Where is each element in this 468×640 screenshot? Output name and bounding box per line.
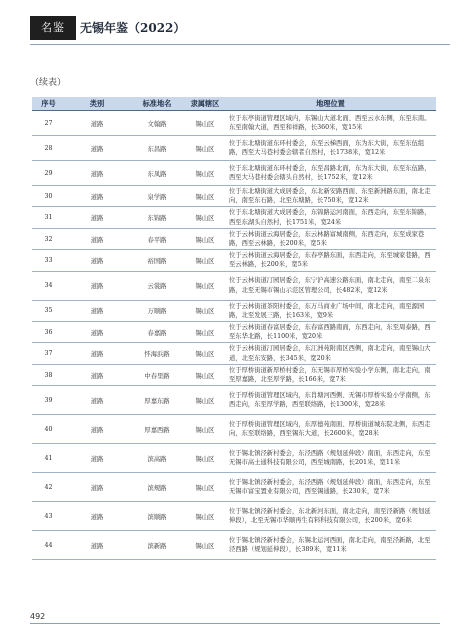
row-location: 位于锡北镇泾新村委会，东泾西路（规划延伸段）南面，东西走向，东至无锡市富宝置业有限公司，西至锡通路，长230米，宽7米	[225, 473, 436, 502]
row-district: 锡山区	[185, 364, 225, 385]
table-row	[32, 207, 436, 228]
row-number: 33	[32, 250, 65, 271]
table-row	[32, 343, 436, 364]
row-number: 38	[32, 364, 65, 385]
row-number: 31	[32, 207, 65, 228]
row-standard-name: 滨高路	[129, 444, 185, 473]
table-row	[32, 250, 436, 271]
row-category: 道路	[65, 386, 129, 415]
page-number: 492	[30, 612, 46, 621]
row-category: 道路	[65, 228, 129, 249]
row-location: 位于厚桥街道新厚桥村委会，东无锡市厚桥实验小学东侧，南北走向，南至厚嘉路，北至厚学路，长166米，宽7米	[225, 364, 436, 385]
row-district: 锡山区	[185, 386, 225, 415]
row-category: 道路	[65, 271, 129, 300]
table-row	[32, 364, 436, 385]
row-standard-name: 文翰路	[129, 111, 185, 136]
table-row	[32, 161, 436, 186]
row-category: 道路	[65, 343, 129, 364]
row-number: 35	[32, 300, 65, 321]
row-category: 道路	[65, 415, 129, 444]
row-category: 道路	[65, 300, 129, 321]
row-district: 锡山区	[185, 207, 225, 228]
table-row	[32, 415, 436, 444]
row-standard-name: 东凤路	[129, 161, 185, 186]
row-category: 道路	[65, 250, 129, 271]
row-standard-name: 春嘉路	[129, 322, 185, 343]
row-number: 37	[32, 343, 65, 364]
column-header-district: 隶属辖区	[185, 97, 225, 111]
header-divider	[30, 44, 450, 45]
place-names-table	[32, 97, 436, 560]
row-district: 锡山区	[185, 136, 225, 161]
row-category: 道路	[65, 364, 129, 385]
row-district: 锡山区	[185, 250, 225, 271]
continued-note: （续表）	[30, 78, 67, 88]
row-location: 位于东北塘街道东环村委会，东至云梯西面，东为东大街，东至东伍组路，西至大马巷村委会辖者自然村，长1738米，宽12米	[225, 136, 436, 161]
row-category: 道路	[65, 111, 129, 136]
row-district: 锡山区	[185, 300, 225, 321]
row-standard-name: 东昌路	[129, 136, 185, 161]
row-location: 位于厚桥街道管理区域内，东肖塘河西侧、无锡市厚桥实验小学南侧，东西走向，东至厚学路，西至联络路，长1300米，宽28米	[225, 386, 436, 415]
row-location: 位于东北塘街道大成居委会，东锦路运河南面，东西走向，东至东锦路，西至东湖头自然村，长1751米，宽24米	[225, 207, 436, 228]
table-row	[32, 473, 436, 502]
row-location: 位于云林街道汀园居委会，东宁沪高速公路东面，南北走向，南至二泉东路，北至无锡市锡山示范区管理公司，长482米，宽12米	[225, 271, 436, 300]
table-row	[32, 322, 436, 343]
row-district: 锡山区	[185, 228, 225, 249]
row-category: 道路	[65, 136, 129, 161]
table-row	[32, 531, 436, 560]
row-district: 锡山区	[185, 322, 225, 343]
row-standard-name: 滨顺路	[129, 502, 185, 531]
row-number: 32	[32, 228, 65, 249]
row-category: 道路	[65, 161, 129, 186]
row-district: 锡山区	[185, 111, 225, 136]
table-row	[32, 300, 436, 321]
row-number: 34	[32, 271, 65, 300]
row-district: 锡山区	[185, 444, 225, 473]
table-row	[32, 186, 436, 207]
row-location: 位于云林街道茶阳村委会，东万马商业广场中间，南北走向，南至源园路，北至发展三路，长163米，宽9米	[225, 300, 436, 321]
row-category: 道路	[65, 207, 129, 228]
book-title: 无锡年鉴（2022）	[80, 21, 186, 35]
row-location: 位于锡北镇泾新村委会，东泾西路（规划延伸段）南面，东西走向，东至无锡市高士通科技有限公司，西至城南路，长201米，宽11米	[225, 444, 436, 473]
row-location: 位于东北塘街道大成居委会，东北新安路西面、东至新洲路东面，南北走向，南至东石路，北至东塘路，长750米，宽12米	[225, 186, 436, 207]
table-row	[32, 502, 436, 531]
row-standard-name: 厚嘉西路	[129, 415, 185, 444]
row-district: 锡山区	[185, 473, 225, 502]
column-header-category: 类别	[65, 97, 129, 111]
row-location: 位于厚桥街道管理区域内，东厚德苑南面、厚桥街道城东院北侧，东西走向，东至联络路，西至锡东大道，长2600米，宽28米	[225, 415, 436, 444]
row-number: 41	[32, 444, 65, 473]
row-location: 位于锡北镇泾新村委会，东锡北运河西面，南北走向，南至泾新路，北至泾西路（规划延伸段），长389米，宽11米	[225, 531, 436, 560]
row-number: 28	[32, 136, 65, 161]
row-standard-name: 东锦路	[129, 207, 185, 228]
row-number: 39	[32, 386, 65, 415]
row-standard-name: 春平路	[129, 228, 185, 249]
row-number: 44	[32, 531, 65, 560]
row-district: 锡山区	[185, 531, 225, 560]
row-number: 36	[32, 322, 65, 343]
row-district: 锡山区	[185, 502, 225, 531]
table-row	[32, 444, 436, 473]
yearbook-logo: 名鉴	[30, 16, 76, 40]
row-district: 锡山区	[185, 271, 225, 300]
row-district: 锡山区	[185, 415, 225, 444]
row-location: 位于云林街道春富居委会，东春富西路南面，东西走向，东至周泰路，西至东华北路，长1100米，宽20米	[225, 322, 436, 343]
row-number: 43	[32, 502, 65, 531]
row-category: 道路	[65, 322, 129, 343]
row-location: 位于东北塘街道东环村委会，东至昌路北面，东为东大街，东至东伍路，西至大马巷村委会辖头自然村，长1752米，宽12米	[225, 161, 436, 186]
row-district: 锡山区	[185, 343, 225, 364]
row-standard-name: 怀海浜路	[129, 343, 185, 364]
table-row	[32, 386, 436, 415]
row-standard-name: 中春里路	[129, 364, 185, 385]
row-number: 30	[32, 186, 65, 207]
row-category: 道路	[65, 186, 129, 207]
row-standard-name: 泉学路	[129, 186, 185, 207]
table-header	[32, 97, 436, 111]
table-row	[32, 136, 436, 161]
row-standard-name: 云裳路	[129, 271, 185, 300]
row-standard-name: 厚嘉东路	[129, 386, 185, 415]
table-row	[32, 228, 436, 249]
row-location: 位于云林街道云海居委会，东春亭路东面，东西走向，东至城家巷路，西至云林路，长200米，宽5米	[225, 250, 436, 271]
row-standard-name: 滨新路	[129, 531, 185, 560]
row-location: 位于东亭街道管理区域内，东锡山大道北面、西至云水东侧，东至东南。东至南翰大道，西至和祥路，长360米，宽15米	[225, 111, 436, 136]
row-category: 道路	[65, 444, 129, 473]
row-district: 锡山区	[185, 186, 225, 207]
row-standard-name: 裕国路	[129, 250, 185, 271]
row-standard-name: 滨规路	[129, 473, 185, 502]
row-location: 位于锡北镇泾新村委会，东北新河东面，南北走向，南至泾新路（规划延伸段），北至无锡市华顺再生有料科技有限公司，长200米，宽6米	[225, 502, 436, 531]
row-category: 道路	[65, 502, 129, 531]
row-category: 道路	[65, 473, 129, 502]
row-category: 道路	[65, 531, 129, 560]
row-number: 42	[32, 473, 65, 502]
row-number: 40	[32, 415, 65, 444]
page-header	[30, 16, 450, 46]
column-header-number: 序号	[32, 97, 65, 111]
row-location: 位于云林街道云海居委会，东云林路富城南侧，东西走向，东至成家巷路，西至云林路，长200米，宽5米	[225, 228, 436, 249]
row-district: 锡山区	[185, 161, 225, 186]
table-row	[32, 111, 436, 136]
table-body	[32, 111, 436, 560]
row-number: 29	[32, 161, 65, 186]
column-header-standard-name: 标准地名	[129, 97, 185, 111]
row-number: 27	[32, 111, 65, 136]
row-location: 位于云林街道汀园居委会，东江洲苑附南区西侧，南北走向，南至锡山大道，北至东安路，长345米，宽20米	[225, 343, 436, 364]
footer-divider	[30, 623, 440, 624]
table-row	[32, 271, 436, 300]
row-standard-name: 万顺路	[129, 300, 185, 321]
column-header-location: 地理位置	[225, 97, 436, 111]
